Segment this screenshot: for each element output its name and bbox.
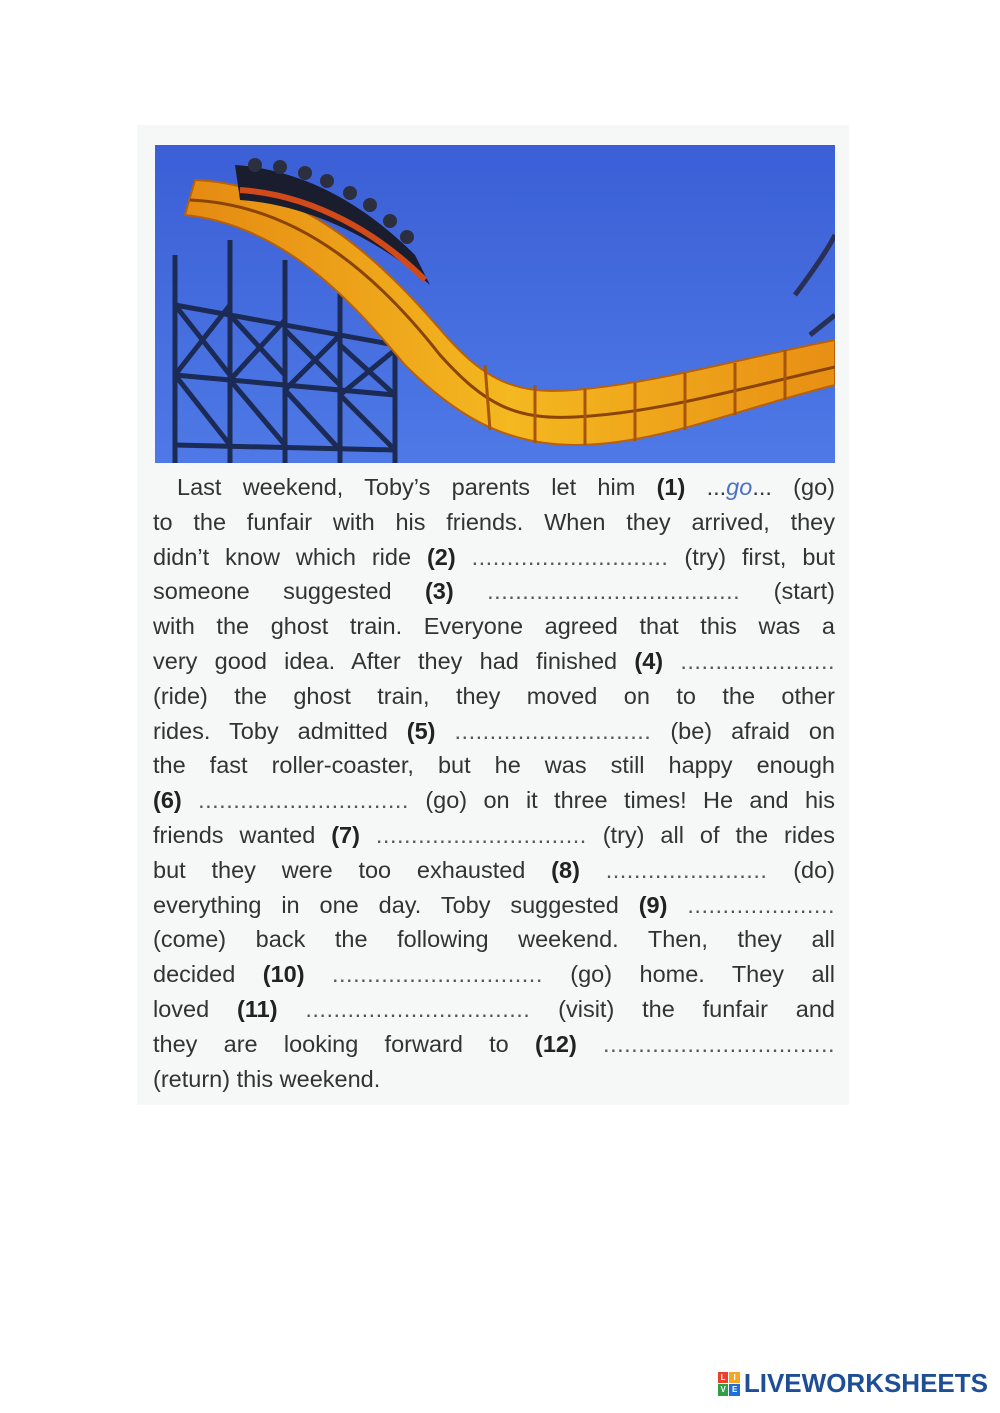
gap-number-12: (12) [535, 1030, 577, 1057]
text-line-14: (come) back the following weekend. Then, they all [153, 926, 835, 953]
gap-number-9: (9) [638, 891, 668, 918]
text-line-15: decided (10) .............................. (go) home. They all [153, 961, 835, 988]
text-line-13: everything in one day. Toby suggested (9) ..................... [153, 891, 836, 918]
text-line-9: the fast roller-coaster, but he was still happy enough [153, 752, 835, 779]
example-answer: go [726, 474, 753, 500]
answer-blank-5[interactable]: ............................ [454, 717, 652, 744]
text-line-2: to the funfair with his friends. When they arrived, they [153, 508, 835, 535]
gap-number-5: (5) [406, 717, 436, 744]
gap-number-3: (3) [424, 578, 454, 605]
roller-coaster-illustration [155, 145, 835, 463]
text-line-17: they are looking forward to (12) ................................. [153, 1030, 836, 1057]
text-line-3: didn’t know which ride (2) ............................ (try) first, but [153, 543, 835, 570]
text-line-7: (ride) the ghost train, they moved on to the other [153, 682, 835, 709]
logo-letter-l: L [718, 1372, 729, 1384]
text-line-1: Last weekend, Toby’s parents let him (1) ...go... (go) [177, 474, 835, 500]
answer-blank-3[interactable]: .................................... [487, 578, 741, 605]
gap-number-6: (6) [153, 787, 182, 814]
answer-blank-12[interactable]: ................................. [603, 1030, 836, 1057]
gap-number-7: (7) [331, 821, 360, 848]
gap-number-10: (10) [262, 961, 305, 988]
liveworksheets-logo-icon [718, 1372, 740, 1396]
answer-blank-2[interactable]: ............................ [471, 543, 669, 570]
story-paragraph [153, 470, 835, 1096]
answer-blank-7[interactable]: .............................. [375, 821, 587, 848]
text-line-11: friends wanted (7) .............................. (try) all of the rides [153, 821, 835, 848]
gap-number-11: (11) [237, 995, 278, 1022]
gap-number-2: (2) [426, 543, 456, 570]
logo-letter-e: E [729, 1384, 740, 1396]
text-line-18: (return) this weekend. [153, 1065, 381, 1092]
text-line-5: with the ghost train. Everyone agreed that this was a [153, 613, 835, 640]
text-line-10: (6) .............................. (go) on it three times! He and his [153, 787, 835, 814]
gap-number-8: (8) [551, 856, 580, 883]
gap-number-4: (4) [634, 647, 664, 674]
logo-letter-v: V [718, 1384, 729, 1396]
liveworksheets-brand[interactable] [718, 1368, 988, 1399]
text-line-8: rides. Toby admitted (5) ............................ (be) afraid on [153, 717, 836, 744]
logo-letter-i: I [729, 1372, 740, 1384]
text-line-16: loved (11) ................................ (visit) the funfair and [153, 995, 835, 1022]
gap-number-1: (1) [656, 474, 686, 500]
text-line-4: someone suggested (3) .................................... (start) [153, 578, 835, 605]
answer-blank-8[interactable]: ....................... [605, 856, 768, 883]
answer-blank-9[interactable]: ..................... [687, 891, 836, 918]
brand-name: LIVEWORKSHEETS [743, 1368, 988, 1398]
answer-blank-11[interactable]: ................................ [305, 995, 531, 1022]
text-line-12: but they were too exhausted (8) ....................... (do) [153, 856, 835, 883]
answer-blank-10[interactable]: .............................. [331, 961, 543, 988]
roller-coaster-photo [155, 145, 835, 463]
text-line-6: very good idea. After they had finished (4) ...................... [153, 647, 836, 674]
answer-blank-4[interactable]: ...................... [680, 647, 836, 674]
answer-blank-6[interactable]: .............................. [198, 787, 409, 814]
